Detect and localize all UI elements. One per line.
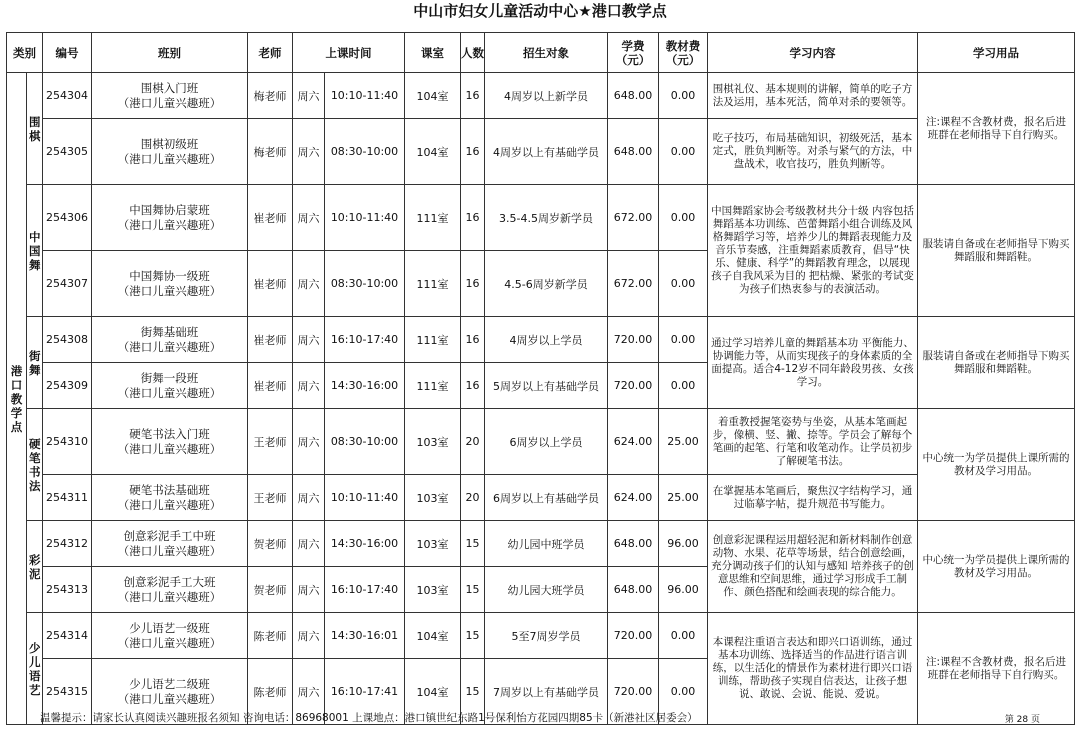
cell-count: 15	[461, 567, 485, 613]
cell-class	[92, 409, 248, 475]
category-label-text: 硬笔书法	[29, 436, 41, 493]
category-label-text: 少儿语艺	[29, 640, 41, 697]
cell-count: 16	[461, 185, 485, 251]
cell-code: 254307	[43, 251, 92, 317]
cell-fee: 720.00	[608, 613, 659, 659]
cell-class	[92, 251, 248, 317]
class-sub: （港口儿童兴趣班）	[117, 635, 222, 650]
header-content: 学习内容	[708, 33, 918, 73]
cell-room: 104室	[405, 659, 461, 725]
cell-class	[92, 475, 248, 521]
class-sub: （港口儿童兴趣班）	[117, 441, 222, 456]
cell-material-fee: 0.00	[659, 659, 708, 725]
cell-count: 15	[461, 521, 485, 567]
cell-teacher: 陈老师	[248, 613, 293, 659]
cell-day: 周六	[293, 317, 325, 363]
class-name: 创意彩泥手工中班	[123, 528, 216, 543]
cell-time: 10:10-11:40	[325, 475, 405, 521]
cell-target: 5至7周岁学员	[485, 613, 608, 659]
class-sub: （港口儿童兴趣班）	[117, 151, 222, 166]
cell-count: 15	[461, 659, 485, 725]
table-row	[7, 475, 1075, 521]
cell-fee: 720.00	[608, 363, 659, 409]
cell-material-fee: 0.00	[659, 613, 708, 659]
cell-day: 周六	[293, 251, 325, 317]
cell-content: 吃子技巧，布局基础知识，初级死活，基本定式，胜负判断等。对杀与紧气的方法，中盘战术，收官技巧，胜负判断等。	[708, 119, 918, 185]
cell-material-fee: 0.00	[659, 119, 708, 185]
cell-code: 254315	[43, 659, 92, 725]
cell-class	[92, 317, 248, 363]
schedule-table	[6, 32, 1075, 725]
header-category: 类别	[7, 33, 43, 73]
cell-time: 14:30-16:00	[325, 363, 405, 409]
cell-target: 4周岁以上学员	[485, 317, 608, 363]
cell-class	[92, 521, 248, 567]
header-time: 上课时间	[293, 33, 405, 73]
cell-count: 16	[461, 251, 485, 317]
class-sub: （港口儿童兴趣班）	[117, 691, 222, 706]
class-name: 中国舞协启蒙班	[129, 202, 210, 217]
category-label	[27, 613, 43, 725]
table-row	[7, 317, 1075, 363]
cell-code: 254313	[43, 567, 92, 613]
cell-teacher: 梅老师	[248, 73, 293, 119]
cell-fee: 648.00	[608, 521, 659, 567]
cell-material-fee: 0.00	[659, 317, 708, 363]
header-target: 招生对象	[485, 33, 608, 73]
cell-fee: 672.00	[608, 251, 659, 317]
header-room: 课室	[405, 33, 461, 73]
header-code: 编号	[43, 33, 92, 73]
cell-target: 6周岁以上学员	[485, 409, 608, 475]
header-teacher: 老师	[248, 33, 293, 73]
cell-code: 254305	[43, 119, 92, 185]
cell-room: 104室	[405, 73, 461, 119]
cell-supplies: 中心统一为学员提供上课所需的教材及学习用品。	[918, 521, 1075, 613]
class-sub: （港口儿童兴趣班）	[117, 95, 222, 110]
cell-time: 14:30-16:01	[325, 613, 405, 659]
cell-teacher: 贺老师	[248, 521, 293, 567]
cell-class	[92, 567, 248, 613]
cell-time: 10:10-11:40	[325, 73, 405, 119]
cell-teacher: 陈老师	[248, 659, 293, 725]
cell-code: 254306	[43, 185, 92, 251]
cell-content: 通过学习培养儿童的舞蹈基本功 平衡能力、协调能力等，从而实现孩子的身体素质的全面提高。适合4-12岁不同年龄段男孩、女孩学习。	[708, 317, 918, 409]
class-name: 少儿语艺一级班	[129, 620, 210, 635]
cell-room: 104室	[405, 613, 461, 659]
cell-target: 4周岁以上新学员	[485, 73, 608, 119]
cell-code: 254310	[43, 409, 92, 475]
cell-class	[92, 613, 248, 659]
cell-fee: 720.00	[608, 317, 659, 363]
site-label	[7, 73, 27, 725]
category-label-text: 街舞	[29, 348, 41, 377]
cell-time: 08:30-10:00	[325, 251, 405, 317]
cell-time: 16:10-17:41	[325, 659, 405, 725]
header-row	[7, 33, 1075, 73]
cell-class	[92, 119, 248, 185]
cell-time: 08:30-10:00	[325, 409, 405, 475]
cell-code: 254304	[43, 73, 92, 119]
cell-room: 111室	[405, 317, 461, 363]
cell-day: 周六	[293, 567, 325, 613]
cell-teacher: 梅老师	[248, 119, 293, 185]
class-name: 围棋初级班	[140, 136, 199, 151]
cell-material-fee: 96.00	[659, 567, 708, 613]
cell-content: 中国舞蹈家协会考级教材共分十级 内容包括舞蹈基本功训练、芭蕾舞蹈小组合训练及风格舞蹈学习等，培养少儿的舞蹈表现能力及音乐节奏感，注重舞蹈素质教育，倡导“快乐、健康、科学”的舞蹈教育理念，以展现孩子自我风采为目的 把枯燥、紧张的考试变为孩子们热衷参与的表演活动。	[708, 185, 918, 317]
header-supplies: 学习用品	[918, 33, 1075, 73]
page-number: 第 28 页	[1004, 715, 1040, 725]
header-material-fee: 教材费（元）	[659, 33, 708, 73]
cell-supplies: 注:课程不含教材费，报名后进班群在老师指导下自行购买。	[918, 613, 1075, 725]
cell-code: 254311	[43, 475, 92, 521]
cell-code: 254314	[43, 613, 92, 659]
cell-day: 周六	[293, 363, 325, 409]
cell-fee: 648.00	[608, 73, 659, 119]
cell-time: 08:30-10:00	[325, 119, 405, 185]
cell-count: 20	[461, 409, 485, 475]
cell-target: 5周岁以上有基础学员	[485, 363, 608, 409]
cell-teacher: 崔老师	[248, 363, 293, 409]
category-label-text: 围棋	[29, 114, 41, 143]
cell-count: 16	[461, 73, 485, 119]
table-row	[7, 409, 1075, 475]
cell-teacher: 王老师	[248, 475, 293, 521]
class-sub: （港口儿童兴趣班）	[117, 589, 222, 604]
cell-material-fee: 0.00	[659, 185, 708, 251]
cell-fee: 624.00	[608, 475, 659, 521]
class-name: 创意彩泥手工大班	[123, 574, 216, 589]
cell-teacher: 崔老师	[248, 317, 293, 363]
cell-teacher: 王老师	[248, 409, 293, 475]
cell-teacher: 崔老师	[248, 251, 293, 317]
class-sub: （港口儿童兴趣班）	[117, 217, 222, 232]
cell-target: 4周岁以上有基础学员	[485, 119, 608, 185]
class-name: 街舞基础班	[140, 324, 199, 339]
cell-count: 16	[461, 119, 485, 185]
class-name: 街舞一段班	[140, 370, 199, 385]
cell-material-fee: 0.00	[659, 73, 708, 119]
cell-room: 111室	[405, 251, 461, 317]
cell-time: 16:10-17:40	[325, 567, 405, 613]
cell-material-fee: 96.00	[659, 521, 708, 567]
cell-day: 周六	[293, 73, 325, 119]
cell-supplies: 注:课程不含教材费，报名后进班群在老师指导下自行购买。	[918, 73, 1075, 185]
cell-material-fee: 0.00	[659, 363, 708, 409]
category-label	[27, 185, 43, 317]
cell-class	[92, 185, 248, 251]
class-name: 围棋入门班	[140, 80, 199, 95]
cell-teacher: 崔老师	[248, 185, 293, 251]
header-fee: 学费（元）	[608, 33, 659, 73]
class-sub: （港口儿童兴趣班）	[117, 385, 222, 400]
cell-content: 在掌握基本笔画后，聚焦汉字结构学习，通过临摹字帖，提升规范书写能力。	[708, 475, 918, 521]
cell-supplies: 服装请自备或在老师指导下购买舞蹈服和舞蹈鞋。	[918, 185, 1075, 317]
cell-content: 本课程注重语言表达和即兴口语训练，通过基本功训练、选择适当的作品进行语言训练，以生活化的情景作为素材进行即兴口语训练，帮助孩子实现自信表达，让孩子想说、敢说、会说、能说、爱说。	[708, 613, 918, 725]
class-sub: （港口儿童兴趣班）	[117, 283, 222, 298]
header-class: 班别	[92, 33, 248, 73]
cell-count: 20	[461, 475, 485, 521]
class-sub: （港口儿童兴趣班）	[117, 339, 222, 354]
cell-content: 围棋礼仪、基本规则的讲解，简单的吃子方法及运用，基本死活，简单对杀的要领等。	[708, 73, 918, 119]
table-row	[7, 185, 1075, 251]
site-label-text: 港口教学点	[10, 363, 23, 434]
category-label	[27, 409, 43, 521]
cell-target: 4.5-6周岁新学员	[485, 251, 608, 317]
cell-code: 254309	[43, 363, 92, 409]
cell-class	[92, 73, 248, 119]
cell-content: 创意彩泥课程运用超轻泥和新材料制作创意动物、水果、花草等场景，结合创意绘画，充分调动孩子们的认知与感知 培养孩子的创意思维和空间思维，通过学习形成手工制作、颜色搭配和绘画表现的综合能力。	[708, 521, 918, 613]
class-name: 硬笔书法入门班	[129, 426, 210, 441]
cell-day: 周六	[293, 409, 325, 475]
category-label	[27, 521, 43, 613]
table-row	[7, 521, 1075, 567]
cell-target: 幼儿园中班学员	[485, 521, 608, 567]
footer-note: 温馨提示：请家长认真阅读兴趣班报名须知 咨询电话：86968001 上课地点：港口镇世纪东路1号保利怡方花园四期85卡（新港社区居委会）	[40, 712, 698, 724]
category-label	[27, 73, 43, 185]
category-label	[27, 317, 43, 409]
cell-target: 3.5-4.5周岁新学员	[485, 185, 608, 251]
header-count: 人数	[461, 33, 485, 73]
cell-room: 103室	[405, 567, 461, 613]
cell-room: 103室	[405, 475, 461, 521]
cell-day: 周六	[293, 613, 325, 659]
class-name: 硬笔书法基础班	[129, 482, 210, 497]
class-sub: （港口儿童兴趣班）	[117, 497, 222, 512]
cell-code: 254308	[43, 317, 92, 363]
cell-supplies: 中心统一为学员提供上课所需的教材及学习用品。	[918, 409, 1075, 521]
cell-room: 103室	[405, 409, 461, 475]
cell-room: 111室	[405, 363, 461, 409]
cell-code: 254312	[43, 521, 92, 567]
cell-supplies: 服装请自备或在老师指导下购买舞蹈服和舞蹈鞋。	[918, 317, 1075, 409]
table-row	[7, 119, 1075, 185]
cell-day: 周六	[293, 185, 325, 251]
table-row	[7, 73, 1075, 119]
cell-fee: 672.00	[608, 185, 659, 251]
cell-target: 7周岁以上有基础学员	[485, 659, 608, 725]
cell-content: 着重教授握笔姿势与坐姿，从基本笔画起步，像横、竖、撇、捺等。学员会了解每个笔画的起笔、行笔和收笔动作。让学员初步了解硬笔书法。	[708, 409, 918, 475]
cell-day: 周六	[293, 659, 325, 725]
cell-class	[92, 363, 248, 409]
cell-count: 16	[461, 363, 485, 409]
cell-room: 103室	[405, 521, 461, 567]
cell-room: 104室	[405, 119, 461, 185]
category-label-text: 中国舞	[29, 229, 41, 272]
cell-time: 14:30-16:00	[325, 521, 405, 567]
cell-day: 周六	[293, 521, 325, 567]
cell-fee: 648.00	[608, 567, 659, 613]
cell-fee: 648.00	[608, 119, 659, 185]
page-title: 中山市妇女儿童活动中心★港口教学点	[413, 2, 667, 20]
class-name: 中国舞协一级班	[129, 268, 210, 283]
cell-material-fee: 25.00	[659, 475, 708, 521]
cell-material-fee: 25.00	[659, 409, 708, 475]
cell-teacher: 贺老师	[248, 567, 293, 613]
category-label-text: 彩泥	[29, 552, 41, 581]
cell-time: 16:10-17:40	[325, 317, 405, 363]
cell-time: 10:10-11:40	[325, 185, 405, 251]
cell-count: 15	[461, 613, 485, 659]
class-sub: （港口儿童兴趣班）	[117, 543, 222, 558]
cell-day: 周六	[293, 119, 325, 185]
cell-day: 周六	[293, 475, 325, 521]
cell-target: 幼儿园大班学员	[485, 567, 608, 613]
table-row	[7, 613, 1075, 659]
class-name: 少儿语艺二级班	[129, 676, 210, 691]
cell-fee: 720.00	[608, 659, 659, 725]
cell-fee: 624.00	[608, 409, 659, 475]
cell-target: 6周岁以上有基础学员	[485, 475, 608, 521]
cell-count: 16	[461, 317, 485, 363]
cell-material-fee: 0.00	[659, 251, 708, 317]
cell-room: 111室	[405, 185, 461, 251]
